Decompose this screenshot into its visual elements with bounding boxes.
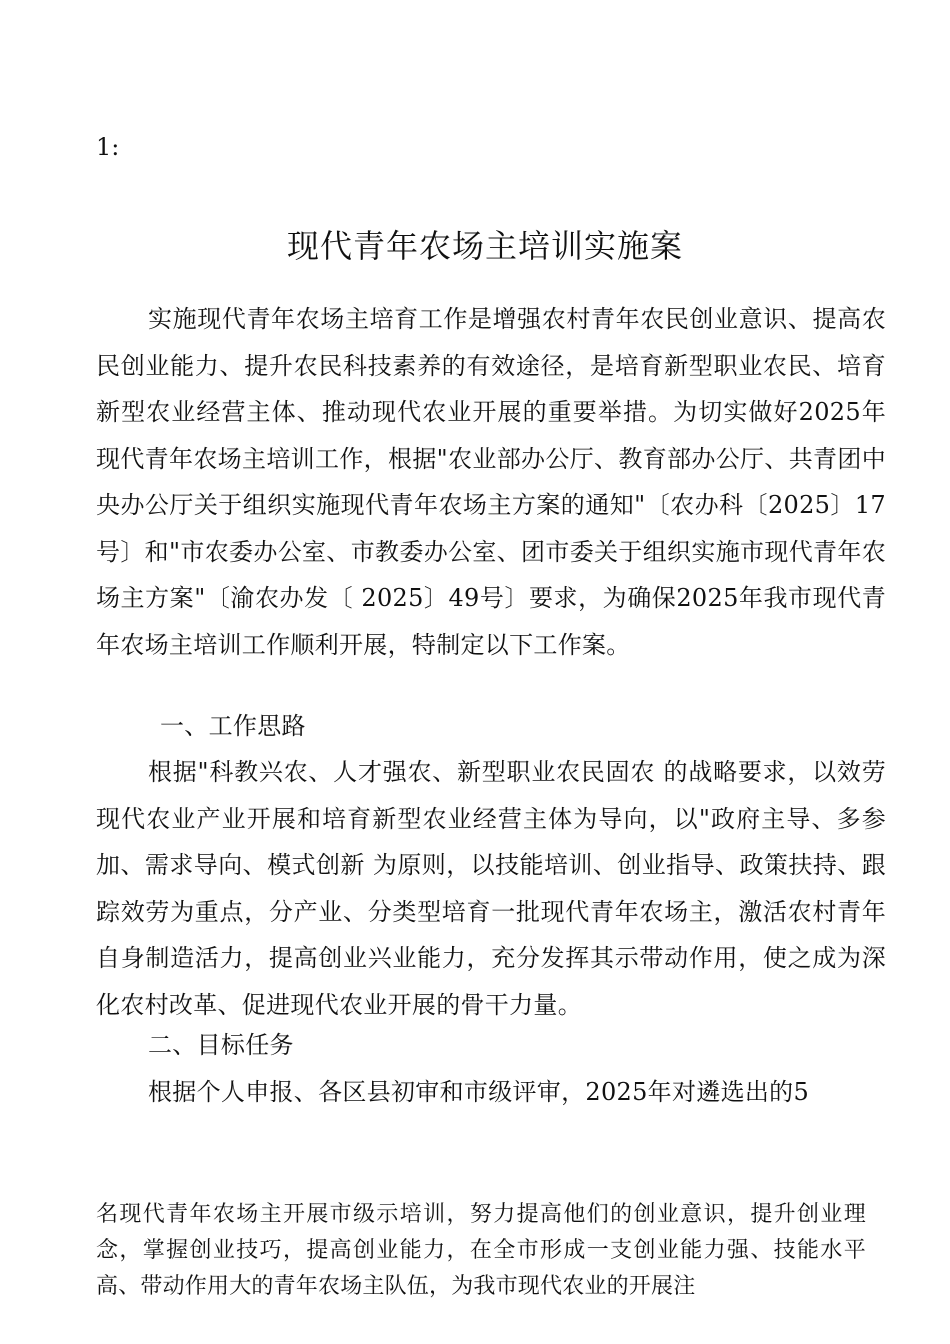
intro-section — [96, 296, 886, 668]
section-2-paragraph: 根据个人申报、各区县初审和市级评审，2025年对遴选出的5 — [148, 1078, 810, 1106]
section-2-body — [96, 1069, 886, 1116]
section-1-body — [96, 749, 886, 1028]
section-1-heading: 一、工作思路 — [160, 712, 306, 740]
intro-paragraph: 实施现代青年农场主培育工作是增强农村青年农民创业意识、提高农民创业能力、提升农民科技素养的有效途径，是培育新型职业农民、培育新型农业经营主体、推动现代农业开展的重要举措。为切实做好2025年现代青年农场主培训工作，根据"农业部办公厅、教育部办公厅、共青团中央办公厅关于组织实施现代青年农场主方案的通知"〔农办科〔2025〕17号〕和"市农委办公室、市教委办公室、团市委关于组织实施市现代青年农场主方案"〔渝农办发〔 2025〕49号〕要求，为确保2025年我市现代青年农场主培训工作顺利开展，特制定以下工作案。 — [96, 305, 886, 659]
section-2-heading: 二、目标任务 — [148, 1031, 294, 1059]
section-1-heading-block — [96, 703, 886, 750]
section-2-heading-block — [96, 1022, 886, 1069]
continuation-paragraph: 名现代青年农场主开展市级示培训，努力提高他们的创业意识，提升创业理念，掌握创业技巧，提高创业能力，在全市形成一支创业能力强、技能水平高、带动作用大的青年农场主队伍，为我市现代农业的开展注 — [96, 1202, 866, 1299]
section-1-paragraph: 根据"科教兴农、人才强农、新型职业农民固农 的战略要求，以效劳现代农业产业开展和培育新型农业经营主体为导向，以"政府主导、多参加、需求导向、模式创新 为原则，以技能培训、创业指导、政策扶持、跟踪效劳为重点，分产业、分类型培育一批现代青年农场主，激活农村青年自身制造活力，提高创业兴业能力，充分发挥其示带动作用，使之成为深化农村改革、促进现代农业开展的骨干力量。 — [96, 758, 886, 1019]
attachment-label: 1: — [96, 133, 120, 161]
document-title: 现代青年农场主培训实施案 — [286, 227, 683, 265]
